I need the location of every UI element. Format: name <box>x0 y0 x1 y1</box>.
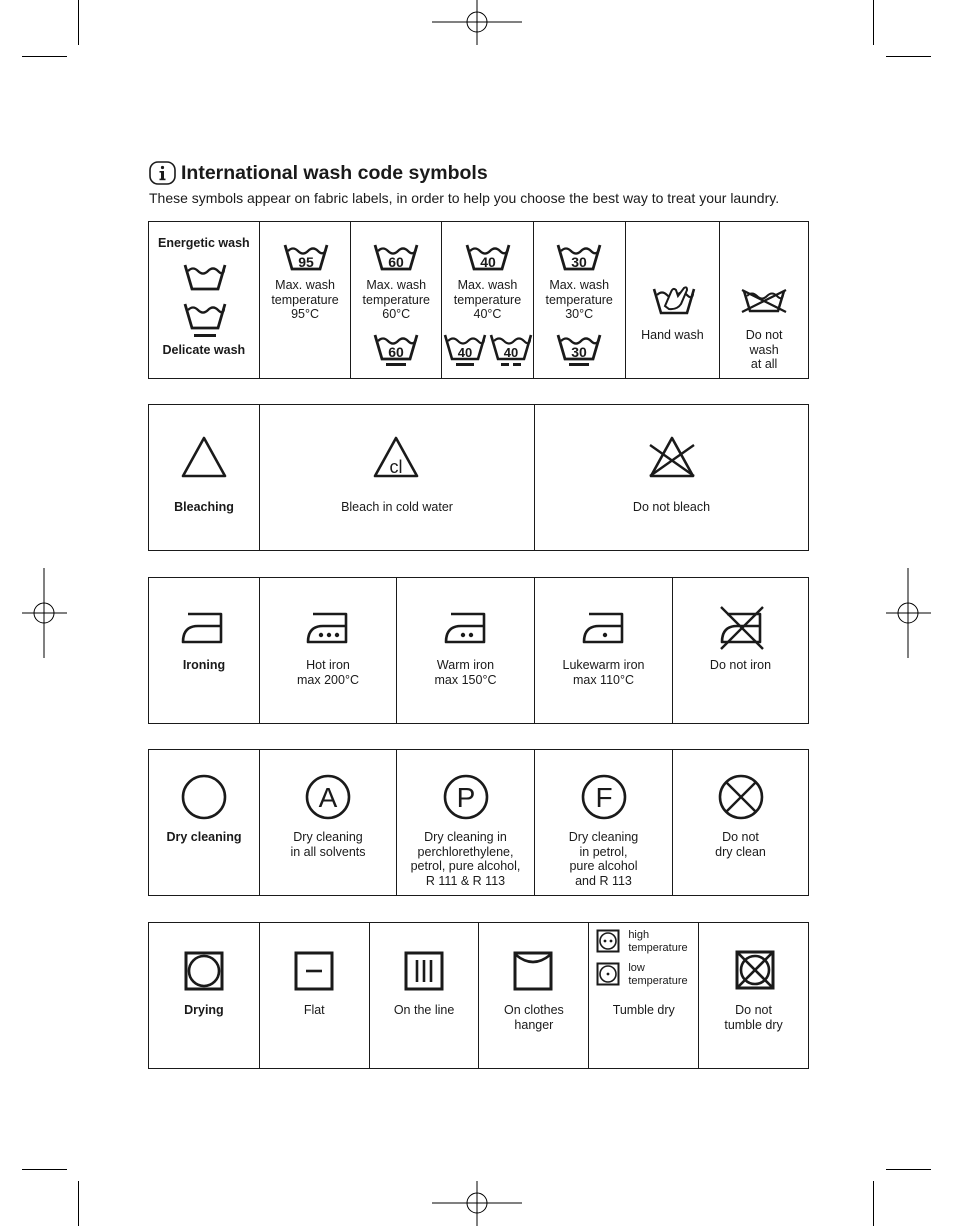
dry-cleaning-label: Dry cleaning <box>166 830 242 844</box>
dry-clean-a-icon <box>305 774 351 820</box>
dry-flat-icon <box>294 951 334 991</box>
dry-hanger-icon <box>513 951 553 991</box>
dry-clean-p-cell <box>396 750 534 895</box>
tumble-dry-cell <box>588 923 698 1068</box>
dry-clean-a-label: Dry cleaning in all solvents <box>290 830 366 859</box>
ironing-header-cell <box>149 578 259 723</box>
svg-text:60: 60 <box>388 344 405 360</box>
do-not-dry-clean-cell <box>672 750 808 895</box>
bleach-cold-icon <box>372 435 420 479</box>
do-not-bleach-cell <box>534 405 808 550</box>
wash-40-cell <box>441 222 533 378</box>
do-not-iron-label: Do not iron <box>709 658 772 672</box>
wash-95-number: 95 <box>297 254 314 270</box>
do-not-iron-icon <box>717 604 767 652</box>
dry-line-label: On the line <box>393 1003 455 1017</box>
iron-icon <box>180 610 226 646</box>
dry-hanger-label: On clothes hanger <box>504 1003 564 1032</box>
drying-table <box>148 922 809 1069</box>
svg-text:40: 40 <box>503 345 519 360</box>
bleach-cold-symbol: cl <box>389 457 403 477</box>
energetic-wash-label: Energetic wash <box>157 236 250 250</box>
dry-clean-p-icon <box>443 774 489 820</box>
hot-iron-label: Hot iron max 200°C <box>297 658 359 687</box>
warm-iron-cell <box>396 578 534 723</box>
do-not-tumble-dry-label: Do not tumble dry <box>724 1003 783 1032</box>
wash-95-label: Max. wash temperature 95°C <box>271 278 339 321</box>
dry-flat-cell <box>259 923 369 1068</box>
dry-clean-f-cell <box>534 750 672 895</box>
page-subtitle: These symbols appear on fabric labels, in order to help you choose the best way to treat your laundry. <box>149 190 780 206</box>
dry-clean-f-label: Dry cleaning in petrol, pure alcohol and R 113 <box>568 830 639 888</box>
registration-mark-left <box>22 568 67 658</box>
drying-label: Drying <box>184 1003 224 1017</box>
ironing-table <box>148 577 809 724</box>
lukewarm-iron-label: Lukewarm iron max 110°C <box>562 658 645 687</box>
dry-line-cell <box>369 923 479 1068</box>
drying-header-cell <box>149 923 259 1068</box>
bleaching-label: Bleaching <box>174 500 234 514</box>
do-not-wash-icon <box>740 288 788 314</box>
wash-40-very-delicate-icon <box>489 332 533 368</box>
warm-iron-label: Warm iron max 150°C <box>434 658 497 687</box>
tumble-dry-high-icon <box>596 929 620 953</box>
bleach-cold-cell <box>259 405 534 550</box>
do-not-tumble-dry-cell <box>698 923 808 1068</box>
wash-60-number: 60 <box>388 254 405 270</box>
dry-clean-p-label: Dry cleaning in perchlorethylene, petrol, pure alcohol, R 111 & R 113 <box>410 830 521 888</box>
wash-60-icon <box>372 242 420 272</box>
dry-clean-a-cell <box>259 750 396 895</box>
warm-iron-icon <box>443 610 489 646</box>
svg-text:40: 40 <box>457 345 473 360</box>
wash-60-label: Max. wash temperature 60°C <box>362 278 430 321</box>
hand-wash-cell <box>625 222 720 378</box>
dry-clean-p-letter: P <box>456 782 476 813</box>
wash-30-delicate-icon <box>555 332 603 368</box>
wash-95-icon <box>282 242 330 272</box>
page-title: International wash code symbols <box>181 161 488 184</box>
wash-30-label: Max. wash temperature 30°C <box>545 278 613 321</box>
washing-header-cell <box>149 222 259 378</box>
wash-40-number: 40 <box>480 254 496 270</box>
tumble-dry-low-label: low temperature <box>628 962 688 987</box>
do-not-wash-label: Do not wash at all <box>745 328 783 371</box>
tumble-dry-low-icon <box>596 962 620 986</box>
tumble-dry-label: Tumble dry <box>612 1003 675 1017</box>
registration-mark-bottom <box>432 1181 522 1226</box>
do-not-bleach-label: Do not bleach <box>632 500 711 514</box>
svg-text:30: 30 <box>571 344 587 360</box>
do-not-dry-clean-label: Do not dry clean <box>715 830 766 859</box>
do-not-iron-cell <box>672 578 808 723</box>
lukewarm-iron-icon <box>581 610 627 646</box>
bleaching-header-cell <box>149 405 259 550</box>
delicate-wash-icon <box>182 301 228 339</box>
info-icon <box>149 161 176 185</box>
wash-30-number: 30 <box>571 254 587 270</box>
bleach-triangle-icon <box>180 435 228 479</box>
registration-mark-top <box>432 0 522 45</box>
hand-wash-label: Hand wash <box>641 328 704 342</box>
wash-30-cell <box>533 222 625 378</box>
wash-60-delicate-icon <box>372 332 420 368</box>
dry-cleaning-header-cell <box>149 750 259 895</box>
dry-cleaning-table <box>148 749 809 896</box>
dry-clean-circle-icon <box>181 774 227 820</box>
tumble-dry-high-label: high temperature <box>628 929 688 954</box>
wash-60-cell <box>350 222 441 378</box>
dry-flat-label: Flat <box>303 1003 325 1017</box>
registration-mark-right <box>886 568 931 658</box>
wash-40-delicate-icon <box>443 332 487 368</box>
delicate-wash-label: Delicate wash <box>162 343 246 357</box>
wash-40-label: Max. wash temperature 40°C <box>453 278 522 321</box>
energetic-wash-icon <box>182 262 228 292</box>
drying-icon <box>184 951 224 991</box>
dry-line-icon <box>404 951 444 991</box>
wash-30-icon <box>555 242 603 272</box>
wash-95-cell <box>259 222 351 378</box>
hot-iron-icon <box>305 610 351 646</box>
do-not-wash-cell <box>719 222 808 378</box>
dry-hanger-cell <box>478 923 588 1068</box>
section-header <box>149 161 488 185</box>
do-not-bleach-icon <box>647 435 697 479</box>
dry-clean-f-letter: F <box>595 782 613 813</box>
dry-clean-f-icon <box>581 774 627 820</box>
wash-40-icon <box>464 242 512 272</box>
hot-iron-cell <box>259 578 396 723</box>
do-not-dry-clean-icon <box>718 774 764 820</box>
bleaching-table <box>148 404 809 551</box>
dry-clean-a-letter: A <box>318 782 338 813</box>
washing-table <box>148 221 809 379</box>
lukewarm-iron-cell <box>534 578 672 723</box>
hand-wash-icon <box>651 280 697 316</box>
ironing-label: Ironing <box>182 658 226 672</box>
do-not-tumble-dry-icon <box>734 949 776 991</box>
bleach-cold-label: Bleach in cold water <box>341 500 453 514</box>
